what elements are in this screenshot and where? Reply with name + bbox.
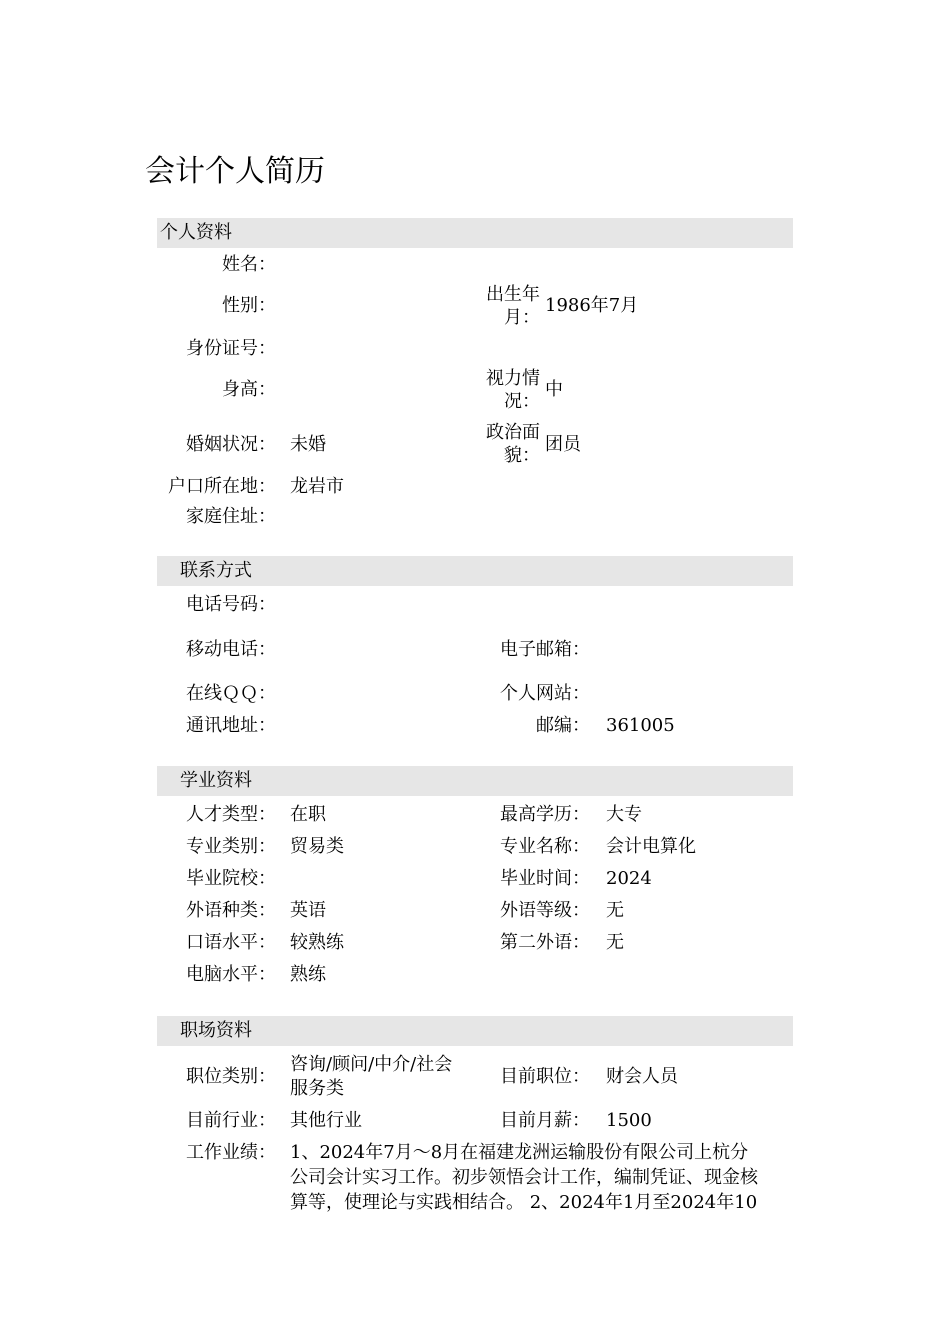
marital-status-value: 未婚	[290, 434, 326, 455]
section-header-personal: 个人资料	[157, 218, 793, 248]
work-performance-line3: 算等，使理论与实践相结合。 2、2024年1月至2024年10	[290, 1192, 758, 1213]
section-header-education: 学业资料	[157, 766, 793, 796]
work-performance-line1: 1、2024年7月～8月在福建龙洲运输股份有限公司上杭分	[290, 1142, 749, 1163]
work-performance-label: 工作业绩：	[186, 1142, 276, 1163]
position-type-value-line2: 服务类	[290, 1078, 344, 1099]
oral-level-label: 口语水平：	[186, 932, 276, 953]
school-label: 毕业院校：	[186, 868, 276, 889]
page-title: 会计个人简历	[145, 154, 325, 189]
current-position-label: 目前职位：	[500, 1066, 590, 1087]
home-address-label: 家庭住址：	[186, 506, 276, 527]
qq-label: 在线ＱＱ：	[186, 683, 276, 704]
monthly-salary-value: 1500	[606, 1110, 652, 1131]
language-level-value: 无	[606, 900, 624, 921]
current-position-value: 财会人员	[606, 1066, 678, 1087]
monthly-salary-label: 目前月薪：	[500, 1110, 590, 1131]
political-status-value: 团员	[545, 434, 581, 455]
current-industry-value: 其他行业	[290, 1110, 362, 1131]
second-language-label: 第二外语：	[500, 932, 590, 953]
oral-level-value: 较熟练	[290, 932, 344, 953]
second-language-value: 无	[606, 932, 624, 953]
major-name-value: 会计电算化	[606, 836, 696, 857]
vision-label-line2: 况：	[504, 391, 540, 412]
mailing-address-label: 通讯地址：	[186, 715, 276, 736]
id-number-label: 身份证号：	[186, 338, 276, 359]
computer-level-value: 熟练	[290, 964, 326, 985]
work-performance-line2: 公司会计实习工作。初步领悟会计工作，编制凭证、现金核	[290, 1167, 758, 1188]
language-level-label: 外语等级：	[500, 900, 590, 921]
foreign-language-value: 英语	[290, 900, 326, 921]
computer-level-label: 电脑水平：	[186, 964, 276, 985]
hukou-value: 龙岩市	[290, 476, 344, 497]
website-label: 个人网站：	[500, 683, 590, 704]
zip-value: 361005	[606, 715, 675, 736]
email-label: 电子邮箱：	[500, 639, 590, 660]
foreign-language-label: 外语种类：	[186, 900, 276, 921]
major-name-label: 专业名称：	[500, 836, 590, 857]
birth-value: 1986年7月	[545, 295, 639, 316]
position-type-label: 职位类别：	[186, 1066, 276, 1087]
major-type-value: 贸易类	[290, 836, 344, 857]
phone-label: 电话号码：	[186, 594, 276, 615]
name-label: 姓名：	[222, 254, 276, 275]
major-type-label: 专业类别：	[186, 836, 276, 857]
section-header-contact: 联系方式	[157, 556, 793, 586]
political-label-line1: 政治面	[486, 422, 540, 443]
political-label-line2: 貌：	[504, 445, 540, 466]
talent-type-value: 在职	[290, 804, 326, 825]
birth-label-line2: 月：	[504, 307, 540, 328]
graduation-time-label: 毕业时间：	[500, 868, 590, 889]
birth-label-line1: 出生年	[486, 284, 540, 305]
talent-type-label: 人才类型：	[186, 804, 276, 825]
current-industry-label: 目前行业：	[186, 1110, 276, 1131]
marital-status-label: 婚姻状况：	[186, 434, 276, 455]
vision-label-line1: 视力情	[486, 368, 540, 389]
height-label: 身高：	[222, 379, 276, 400]
graduation-time-value: 2024	[606, 868, 652, 889]
degree-value: 大专	[606, 804, 642, 825]
vision-value: 中	[545, 379, 563, 400]
degree-label: 最高学历：	[500, 804, 590, 825]
section-header-career: 职场资料	[157, 1016, 793, 1046]
gender-label: 性别：	[222, 295, 276, 316]
position-type-value-line1: 咨询/顾问/中介/社会	[290, 1054, 453, 1075]
hukou-label: 户口所在地：	[168, 476, 276, 497]
mobile-label: 移动电话：	[186, 639, 276, 660]
zip-label: 邮编：	[536, 715, 590, 736]
